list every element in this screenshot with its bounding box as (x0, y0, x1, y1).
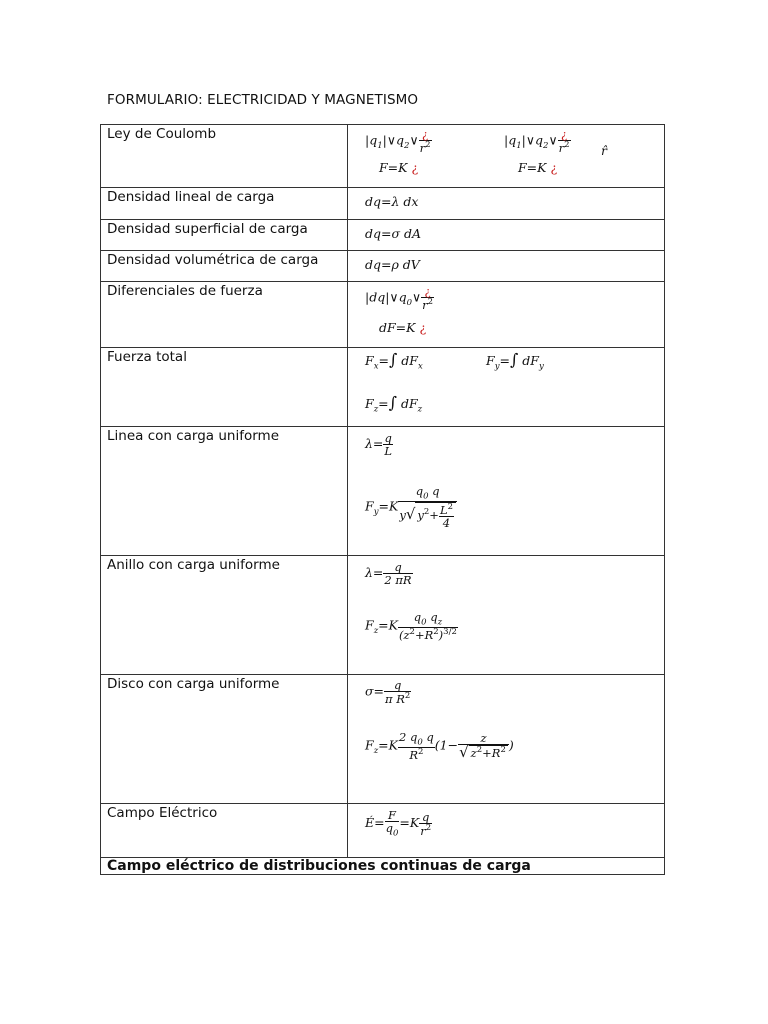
linear-density-formula: dq=λ dx (365, 194, 419, 209)
line-charge-force: $F_y=K$ $q_0$ q y√ $y^2+$ $\frac{L^2}{4}$ (365, 485, 457, 529)
row-label: Diferenciales de fuerza (101, 282, 348, 348)
volume-density-formula: dq=ρ dV (365, 257, 420, 272)
surface-density-formula: dq=σ dA (365, 226, 422, 241)
row-label: Linea con carga uniforme (101, 427, 348, 556)
table-row (101, 804, 665, 858)
formula-cell (348, 282, 665, 348)
total-force-y: $F_y=\int$ $dF_y$ (486, 350, 544, 372)
total-force-x: $F_x=\int$ $dF_x$ (365, 350, 423, 372)
disc-charge-force: $F_z=K$ $\frac{2 q_0 q}{R^2}$ (1− $\frac{z}{√ z^2+R^2}$ ) (365, 730, 514, 763)
section-header: Campo eléctrico de distribuciones continuas de carga (101, 858, 665, 875)
row-label: Ley de Coulomb (101, 125, 348, 188)
row-label: Densidad lineal de carga (101, 188, 348, 220)
formula-cell (348, 675, 665, 804)
table-row (101, 427, 665, 556)
force-differential-magnitude: $|dq|\vee q_0\vee$ $\frac{¿}{r^2}$ (365, 284, 434, 312)
formula-cell (348, 348, 665, 427)
table-row (101, 348, 665, 427)
formula-cell (348, 188, 665, 220)
row-label: Campo Eléctrico (101, 804, 348, 858)
table-row (101, 675, 665, 804)
table-row (101, 282, 665, 348)
formula-cell (348, 125, 665, 188)
coulomb-magnitude-formula-2: $|q_1|\vee q_2\vee$ $\frac{¿}{r^2}$ (504, 127, 570, 155)
row-label: Disco con carga uniforme (101, 675, 348, 804)
coulomb-force-formula: F=K ¿ (379, 160, 419, 175)
table-row (101, 556, 665, 675)
table-row (101, 251, 665, 282)
row-label: Densidad superficial de carga (101, 220, 348, 251)
formula-table (100, 124, 665, 875)
ring-charge-force: $F_z=K$ $\frac{q_0 q_z}{(z^2+R^2)^{3/2}}$ (365, 610, 457, 643)
section-header-row (101, 858, 665, 875)
table-row (101, 220, 665, 251)
table-row (101, 188, 665, 220)
row-label: Anillo con carga uniforme (101, 556, 348, 675)
formula-cell (348, 427, 665, 556)
ring-charge-density: λ= $\frac{q}{2 \pi R}$ (365, 560, 412, 588)
formula-cell (348, 804, 665, 858)
document-title: FORMULARIO: ELECTRICIDAD Y MAGNETISMO (107, 92, 419, 108)
unit-vector-r: r̂ (601, 143, 607, 158)
disc-charge-density: σ= $\frac{q}{\pi R^2}$ (365, 678, 411, 706)
formula-cell (348, 556, 665, 675)
formula-cell (348, 220, 665, 251)
row-label: Fuerza total (101, 348, 348, 427)
table-row (101, 125, 665, 188)
line-charge-density: λ= $\frac{q}{L}$ (365, 431, 393, 459)
coulomb-magnitude-formula: $|q_1|\vee q_2\vee$ $\frac{¿}{r^2}$ (365, 127, 431, 155)
formula-cell (348, 251, 665, 282)
total-force-z: $F_z=\int$ $dF_z$ (365, 393, 423, 415)
row-label: Densidad volumétrica de carga (101, 251, 348, 282)
electric-field-formula: É= $\frac{F}{q_0}$ =K $\frac{q}{r^2}$ (365, 808, 432, 839)
coulomb-force-formula-2: F=K ¿ (518, 160, 558, 175)
force-differential-formula: dF=K ¿ (379, 320, 427, 335)
